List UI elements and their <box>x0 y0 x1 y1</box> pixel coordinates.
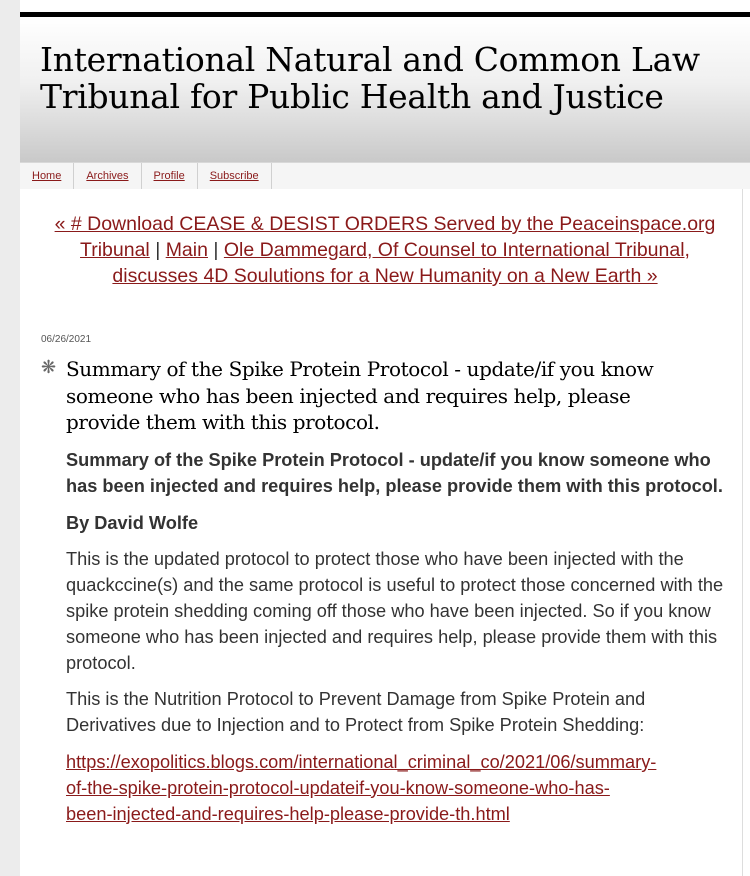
blog-title[interactable]: International Natural and Common Law Tribunal for Public Health and Justice <box>40 40 700 116</box>
post-title[interactable]: Summary of the Spike Protein Protocol - update/if you know someone who has been injected and requires help, please provide them with this protocol. <box>66 357 654 434</box>
left-gutter <box>0 0 20 876</box>
top-nav <box>20 162 750 190</box>
post-paragraph: This is the Nutrition Protocol to Prevent Damage from Spike Protein and Derivatives due to Injection and to Protect from Spike Protein Shedding: <box>66 689 646 736</box>
nav-subscribe[interactable]: Subscribe <box>198 163 272 189</box>
post-author: By David Wolfe <box>66 512 199 533</box>
main-content <box>20 189 750 876</box>
nav-archives[interactable]: Archives <box>74 163 141 189</box>
protocol-link[interactable]: https://exopolitics.blogs.com/international_criminal_co/2021/06/summary- of-the-spike-protein-protocol-updateif-you-know-someone-who-has- been-injected-and-requires-help-please-provide-th.html <box>66 751 657 824</box>
content-divider <box>742 189 743 876</box>
blog-banner <box>20 17 750 162</box>
post-body <box>66 448 731 838</box>
post-navigation <box>40 211 730 289</box>
prev-post-link[interactable]: « # Download CEASE & DESIST ORDERS Served by the Peaceinspace.org Tribunal <box>54 213 716 261</box>
nav-separator: | <box>155 239 161 261</box>
post-link-paragraph <box>66 750 731 827</box>
nav-home[interactable]: Home <box>20 163 74 189</box>
post-date: 06/26/2021 <box>41 334 92 345</box>
asterisk-icon: ❋ <box>41 357 57 377</box>
nav-profile[interactable]: Profile <box>142 163 198 189</box>
nav-separator: | <box>213 239 219 261</box>
main-link[interactable]: Main <box>165 239 208 261</box>
next-post-link[interactable]: Ole Dammegard, Of Counsel to International Tribunal, discusses 4D Soulutions for a New Humanity on a New Earth » <box>112 239 690 287</box>
post-paragraph: This is the updated protocol to protect those who have been injected with the quackccine(s) and the same protocol is useful to protect those concerned with the spike protein shedding coming off those who have been injected. So if you know someone who has been injected and requires help, please provide them with this protocol. <box>66 549 724 673</box>
post-subtitle: Summary of the Spike Protein Protocol - update/if you know someone who has been injected and requires help, please provide them with this protocol. <box>66 450 723 496</box>
